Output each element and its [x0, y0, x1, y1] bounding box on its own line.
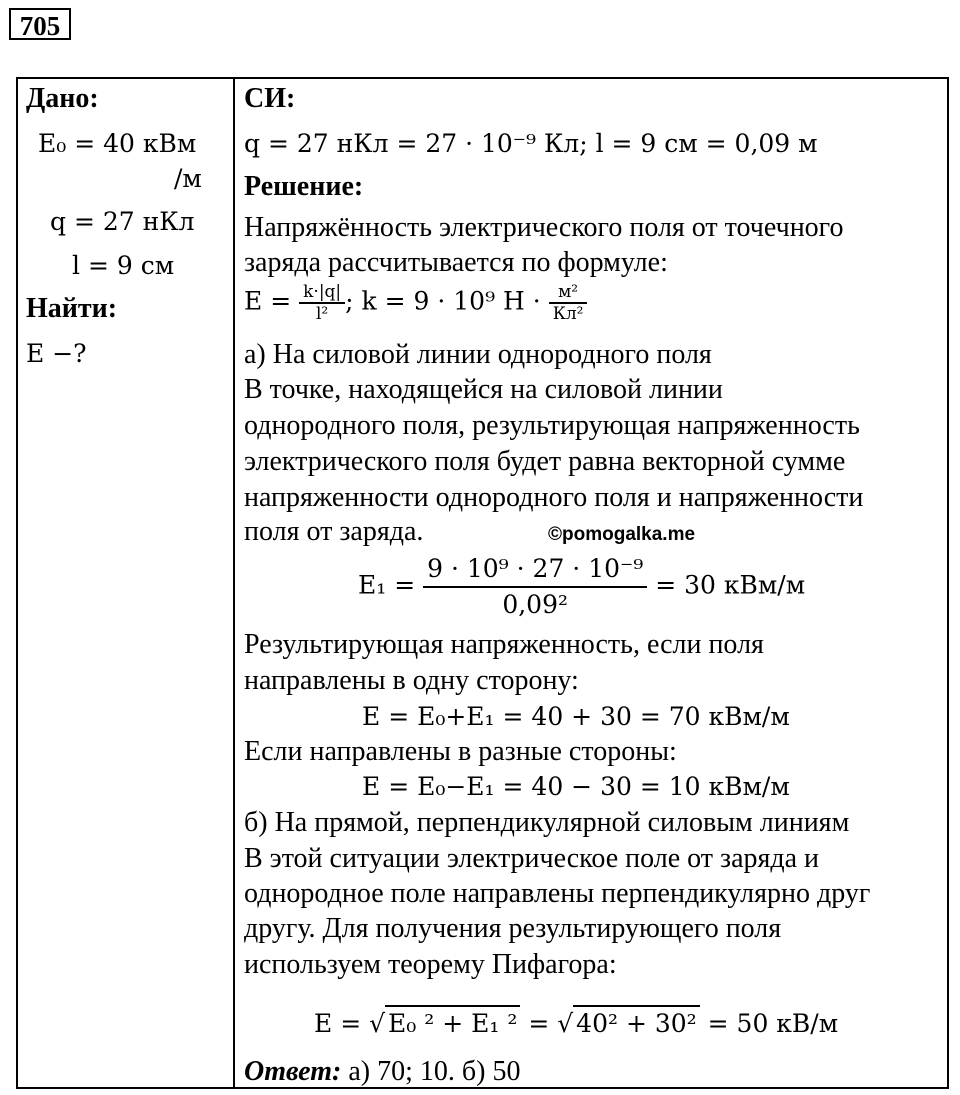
e1-fraction — [423, 552, 647, 622]
pyth-prefix: E = — [314, 1009, 362, 1038]
formula-e-prefix: E = — [244, 286, 292, 316]
si-heading: СИ: — [244, 83, 296, 114]
p1-line1: Напряжённость электрического поля от точечного — [244, 212, 844, 243]
e1-formula — [358, 552, 805, 622]
e1-prefix: E₁ = — [358, 570, 416, 600]
answer — [244, 1055, 520, 1089]
given-heading: Дано: — [26, 83, 99, 114]
formula-fraction-num: k·|q| — [299, 282, 345, 304]
problem-number: 705 — [9, 8, 71, 40]
pyth-result: = 50 кВ/м — [707, 1009, 839, 1038]
answer-label: Ответ: — [244, 1056, 342, 1087]
sqrt-sign-1: √ — [369, 1009, 386, 1038]
part-a-line1: В точке, находящейся на силовой линии — [244, 374, 723, 405]
find-value: E −? — [26, 339, 87, 368]
pyth-eq: = — [528, 1009, 550, 1038]
same-dir-line2: направлены в одну сторону: — [244, 665, 579, 696]
coulomb-formula — [244, 282, 587, 324]
formula-fraction — [299, 282, 345, 324]
same-dir-line1: Результирующая напряженность, если поля — [244, 629, 764, 660]
pythagoras-formula — [314, 1005, 838, 1041]
e1-fraction-den: 0,09² — [502, 590, 569, 619]
part-b-line3: другу. Для получения результирующего поля — [244, 913, 782, 944]
part-a-line3: электрического поля будет равна векторной сумме — [244, 446, 846, 477]
given-l: l = 9 см — [72, 251, 175, 280]
opp-dir-line1: Если направлены в разные стороны: — [244, 736, 677, 767]
formula-unit-num: м² — [549, 282, 588, 304]
e1-result: = 30 кВм/м — [655, 570, 806, 600]
part-a-line5: поля от заряда. — [244, 516, 424, 547]
given-e0-unit: /м — [174, 164, 202, 193]
part-b-line1: В этой ситуации электрическое поле от заряда и — [244, 843, 820, 874]
part-b-heading: б) На прямой, перпендикулярной силовым линиям — [244, 807, 850, 838]
e1-fraction-num: 9 · 10⁹ · 27 · 10⁻⁹ — [423, 552, 647, 588]
watermark: ©pomogalka.me — [548, 524, 696, 545]
part-a-line2: однородного поля, результирующая напряженность — [244, 410, 860, 441]
given-e0: E₀ = 40 кВм — [38, 129, 197, 158]
formula-unit-fraction — [549, 282, 588, 324]
si-conversion: q = 27 нКл = 27 · 10⁻⁹ Кл; l = 9 см = 0,09 м — [244, 129, 818, 158]
answer-text: а) 70; 10. б) 50 — [341, 1056, 521, 1087]
given-q: q = 27 нКл — [50, 207, 195, 236]
opp-dir-formula: E = E₀−E₁ = 40 − 30 = 10 кВм/м — [362, 772, 790, 801]
column-divider — [233, 77, 235, 1089]
formula-unit-den: Кл² — [552, 304, 584, 324]
formula-k: ; k = 9 · 10⁹ Н · — [345, 286, 541, 316]
part-a-heading: а) На силовой линии однородного поля — [244, 339, 712, 370]
p1-line2: заряда рассчитывается по формуле: — [244, 247, 668, 278]
pyth-sqrt-2: 40² + 30² — [573, 1005, 700, 1041]
formula-fraction-den: l² — [316, 304, 329, 324]
same-dir-formula: E = E₀+E₁ = 40 + 30 = 70 кВм/м — [362, 702, 790, 731]
part-b-line4: используем теорему Пифагора: — [244, 949, 617, 980]
find-heading: Найти: — [26, 293, 118, 324]
sqrt-sign-2: √ — [557, 1009, 574, 1038]
part-a-line4: напряженности однородного поля и напряженности — [244, 482, 864, 513]
part-b-line2: однородное поле направлены перпендикулярно друг — [244, 878, 871, 909]
pyth-sqrt-1: E₀ ² + E₁ ² — [385, 1005, 520, 1041]
solution-heading: Решение: — [244, 171, 364, 202]
